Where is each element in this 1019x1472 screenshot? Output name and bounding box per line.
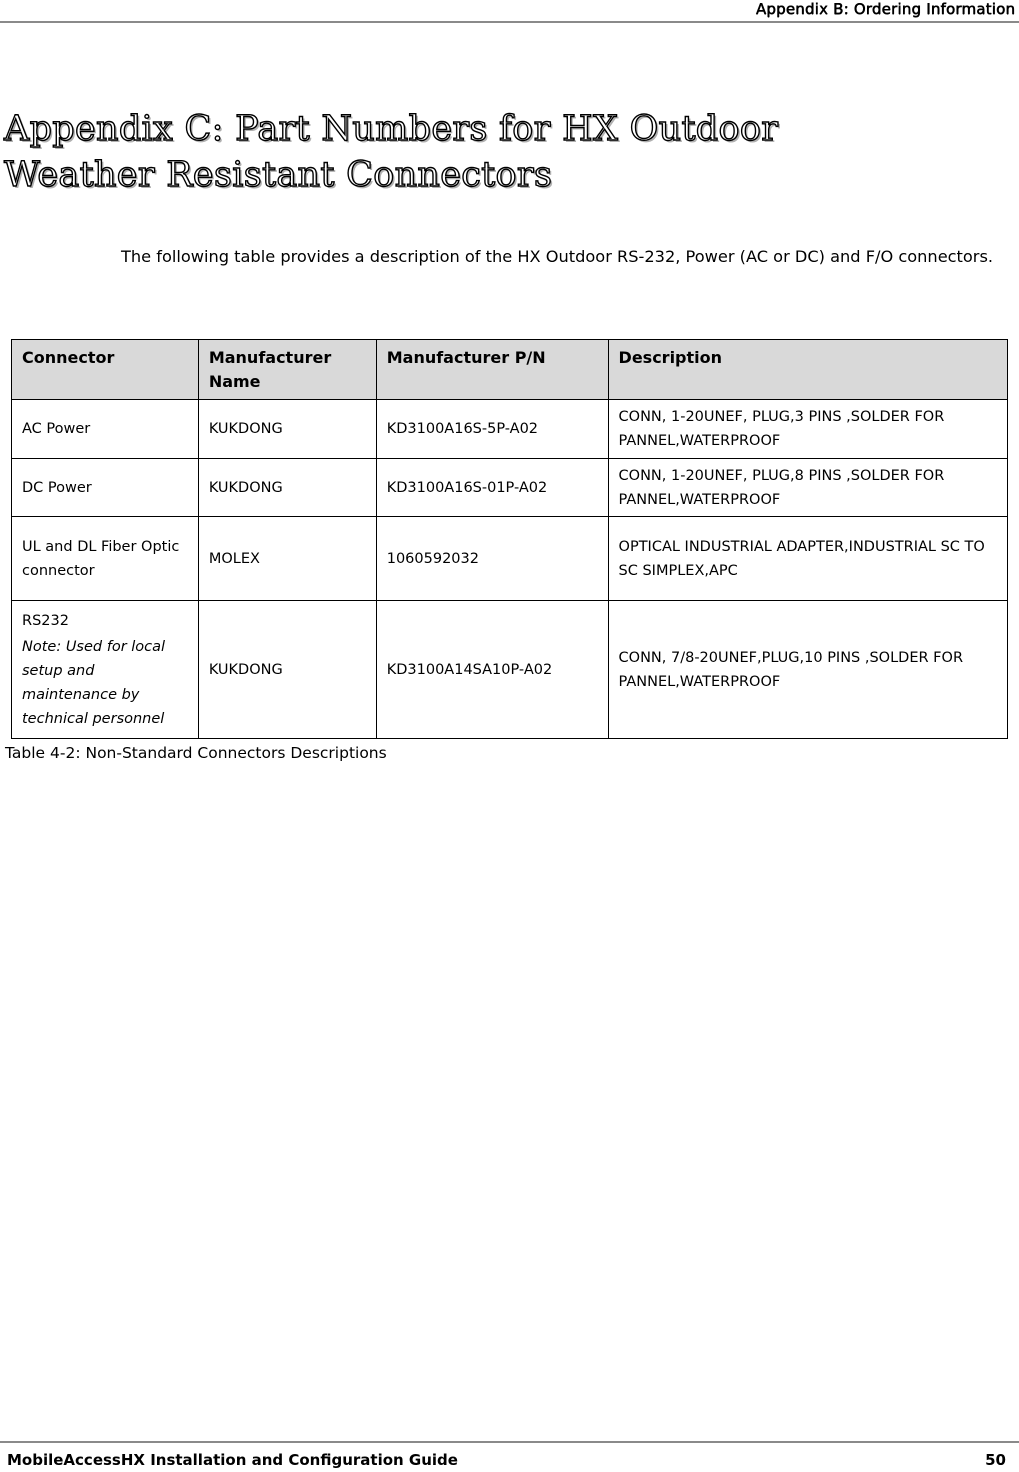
description-cell: CONN, 1-20UNEF, PLUG,3 PINS ,SOLDER FOR PANNEL,WATERPROOF xyxy=(608,400,1007,459)
table-row xyxy=(12,400,1008,459)
connector-note: Note: Used for local setup and maintenance by technical personnel xyxy=(22,638,166,727)
part-number-cell: KD3100A16S-01P-A02 xyxy=(376,459,608,517)
connector-cell: UL and DL Fiber Optic connector xyxy=(12,517,199,601)
header-divider xyxy=(0,21,1019,23)
footer-divider xyxy=(0,1441,1019,1443)
column-header-description: Description xyxy=(608,340,1007,400)
manufacturer-cell: MOLEX xyxy=(198,517,376,601)
description-cell: CONN, 1-20UNEF, PLUG,8 PINS ,SOLDER FOR PANNEL,WATERPROOF xyxy=(608,459,1007,517)
page-title-line-2: Weather Resistant Connectors xyxy=(4,155,553,195)
manufacturer-cell: KUKDONG xyxy=(198,400,376,459)
table-row xyxy=(12,517,1008,601)
table-caption: Table 4-2: Non-Standard Connectors Descriptions xyxy=(5,744,387,762)
part-number-cell: 1060592032 xyxy=(376,517,608,601)
connectors-table xyxy=(11,339,1008,739)
footer-guide-title: MobileAccessHX Installation and Configuration Guide xyxy=(7,1451,458,1469)
column-header-manufacturer-pn: Manufacturer P/N xyxy=(376,340,608,400)
description-cell: OPTICAL INDUSTRIAL ADAPTER,INDUSTRIAL SC TO SC SIMPLEX,APC xyxy=(608,517,1007,601)
connector-cell: AC Power xyxy=(12,400,199,459)
manufacturer-cell: KUKDONG xyxy=(198,601,376,739)
intro-paragraph: The following table provides a description of the HX Outdoor RS-232, Power (AC or DC) and F/O connectors. xyxy=(121,247,994,266)
table-row xyxy=(12,459,1008,517)
description-cell: CONN, 7/8-20UNEF,PLUG,10 PINS ,SOLDER FOR PANNEL,WATERPROOF xyxy=(608,601,1007,739)
page-title-line-1: Appendix C: Part Numbers for HX Outdoor xyxy=(4,109,779,149)
table-header-row xyxy=(12,340,1008,400)
manufacturer-cell: KUKDONG xyxy=(198,459,376,517)
connector-cell: DC Power xyxy=(12,459,199,517)
column-header-manufacturer-name: Manufacturer Name xyxy=(198,340,376,400)
table-row xyxy=(12,601,1008,739)
page-number: 50 xyxy=(985,1451,1006,1469)
connector-cell xyxy=(12,601,199,739)
running-header: Appendix B: Ordering Information xyxy=(755,0,1015,18)
part-number-cell: KD3100A16S-5P-A02 xyxy=(376,400,608,459)
part-number-cell: KD3100A14SA10P-A02 xyxy=(376,601,608,739)
column-header-connector: Connector xyxy=(12,340,199,400)
page-title xyxy=(4,106,1004,198)
connector-label: RS232 xyxy=(22,612,69,629)
